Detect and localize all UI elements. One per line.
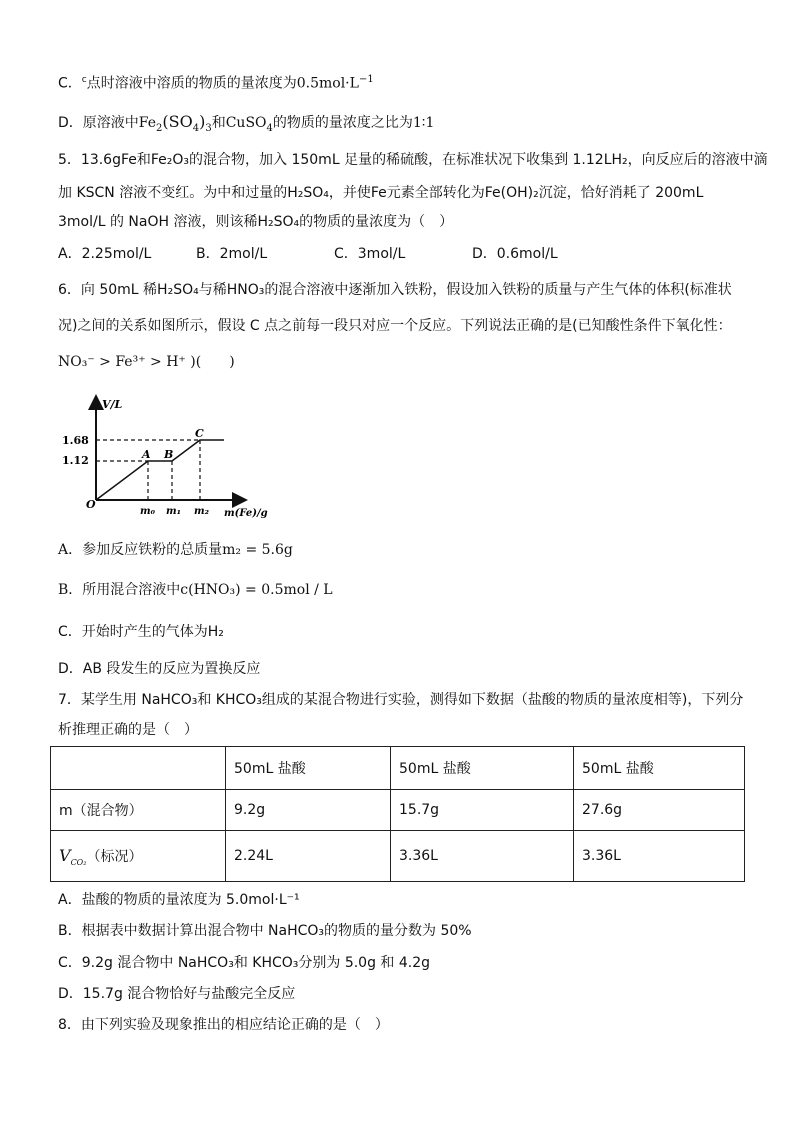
q7-stem-line-1: 7．某学生用 NaHCO₃和 KHCO₃组成的某混合物进行实验，测得如下数据（盐酸的物质的量浓度相等)，下列分 — [58, 692, 744, 708]
q4-option-c: C．$^c$点时溶液中溶质的物质的量浓度为$0.5mol\cdot L^{-1}$ — [58, 74, 374, 92]
y-tick-1.68: 1.68 — [62, 434, 89, 447]
point-a-label: A — [142, 448, 151, 461]
q5-options — [58, 244, 558, 264]
x-axis-label: m(Fe)/g — [224, 508, 268, 519]
q7-option-c: C．9.2g 混合物中 NaHCO₃和 KHCO₃分别为 5.0g 和 4.2g — [58, 955, 431, 971]
q6-volume-mass-graph — [58, 392, 273, 522]
table-cell: 27.6g — [574, 790, 745, 831]
table-row — [51, 790, 745, 831]
table-cell: 15.7g — [391, 790, 574, 831]
q7-option-b: B．根据表中数据计算出混合物中 NaHCO₃的物质的量分数为 50% — [58, 923, 472, 939]
table-cell: 9.2g — [226, 790, 391, 831]
q6-stem-line-3: NO₃⁻ > Fe³⁺ > H⁺ )( ) — [58, 354, 235, 370]
q6-option-d: D．AB 段发生的反应为置换反应 — [58, 661, 261, 677]
table-cell: $V_{CO_2}$（标况） — [51, 831, 226, 882]
q6-option-c: C．开始时产生的气体为H₂ — [58, 624, 224, 640]
q7-stem-line-2: 析推理正确的是（ ） — [58, 722, 198, 738]
q5-option-d: D．0.6mol/L — [472, 246, 558, 262]
origin-label: O — [86, 498, 96, 511]
q7-option-a: A．盐酸的物质的量浓度为 5.0mol·L⁻¹ — [58, 892, 300, 908]
q5-stem-line-3: 3mol/L 的 NaOH 溶液，则该稀H₂SO₄的物质的量浓度为（ ） — [58, 214, 454, 230]
x-tick-m2: m₂ — [194, 506, 209, 517]
point-b-label: B — [164, 448, 174, 461]
q6-option-a: A．参加反应铁粉的总质量m₂ = 5.6g — [58, 542, 293, 558]
y-axis-label: V/L — [102, 398, 123, 411]
table-cell: 50mL 盐酸 — [574, 747, 745, 790]
q5-option-a: A．2.25mol/L — [58, 246, 152, 262]
table-cell: 2.24L — [226, 831, 391, 882]
table-cell: 3.36L — [574, 831, 745, 882]
q6-stem-line-2: 况)之间的关系如图所示，假设 C 点之前每一段只对应一个反应。下列说法正确的是(已知酸性条件下氧化性： — [58, 318, 732, 334]
volume-curve — [96, 440, 224, 500]
q6-stem-line-1: 6．向 50mL 稀H₂SO₄与稀HNO₃的混合溶液中逐渐加入铁粉，假设加入铁粉的质量与产生气体的体积(标准状 — [58, 282, 732, 298]
table-cell: 50mL 盐酸 — [226, 747, 391, 790]
x-tick-m1: m₁ — [166, 506, 181, 517]
q5-stem-line-1: 5．13.6gFe和Fe₂O₃的混合物，加入 150mL 足量的稀硫酸，在标准状况下收集到 1.12LH₂，向反应后的溶液中滴 — [58, 152, 768, 168]
q6-option-b: B．所用混合溶液中c(HNO₃) = 0.5mol / L — [58, 582, 333, 598]
table-row — [51, 831, 745, 882]
q4-option-d: D．原溶液中$Fe_2(SO_4)_3$和CuSO$_4$的物质的量浓度之比为1∶1 — [58, 112, 435, 134]
q5-stem-line-2: 加 KSCN 溶液不变红。为中和过量的H₂SO₄，并使Fe元素全部转化为Fe(OH)₂沉淀，恰好消耗了 200mL — [58, 185, 704, 201]
q7-option-d: D．15.7g 混合物恰好与盐酸完全反应 — [58, 986, 296, 1002]
q8-stem-line-1: 8．由下列实验及现象推出的相应结论正确的是（ ） — [58, 1017, 389, 1033]
table-cell: 50mL 盐酸 — [391, 747, 574, 790]
q5-option-c: C．3mol/L — [334, 246, 406, 262]
q5-option-b: B．2mol/L — [196, 246, 268, 262]
table-header-row — [51, 747, 745, 790]
y-tick-1.12: 1.12 — [62, 454, 89, 467]
point-c-label: C — [195, 427, 204, 440]
table-cell — [51, 747, 226, 790]
table-cell: m（混合物） — [51, 790, 226, 831]
x-tick-m0: m₀ — [140, 506, 155, 517]
table-cell: 3.36L — [391, 831, 574, 882]
q7-data-table — [50, 746, 745, 882]
